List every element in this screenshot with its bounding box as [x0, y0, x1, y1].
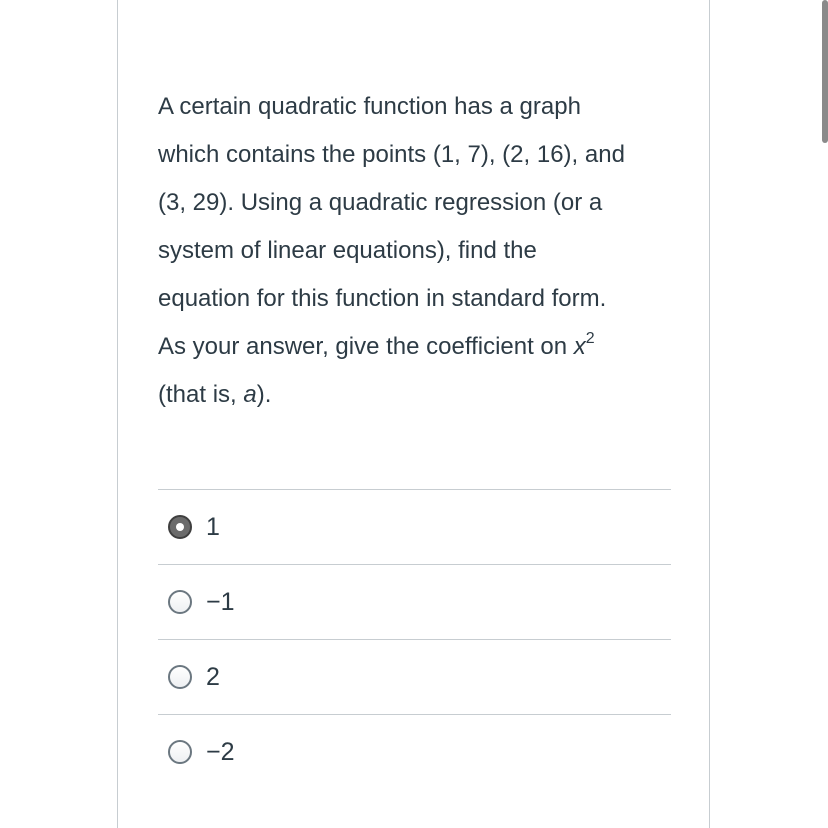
answer-option[interactable]	[158, 564, 671, 639]
answer-label[interactable]: 1	[206, 512, 220, 541]
scrollbar[interactable]	[820, 0, 828, 828]
radio-button[interactable]	[168, 590, 192, 614]
question-line: (that is,	[158, 381, 244, 408]
scrollbar-thumb[interactable]	[822, 0, 828, 143]
answer-label[interactable]: −2	[206, 737, 235, 766]
question-text	[158, 83, 678, 419]
radio-button-selected[interactable]	[168, 515, 192, 539]
question-line: A certain quadratic function has a graph	[158, 93, 581, 120]
question-line: ).	[256, 381, 272, 408]
question-line: system of linear equations), find the	[158, 237, 537, 264]
question-line: As your answer, give the coefficient on	[158, 333, 574, 360]
question-line: which contains the points (1, 7), (2, 16), and	[158, 141, 625, 168]
radio-button[interactable]	[168, 665, 192, 689]
question-line: equation for this function in standard form.	[158, 285, 607, 312]
answer-label[interactable]: −1	[206, 587, 235, 616]
question-line: (3, 29). Using a quadratic regression (or a	[158, 189, 603, 216]
exponent: 2	[585, 330, 595, 347]
answer-option[interactable]	[158, 639, 671, 714]
answer-list	[158, 489, 671, 789]
radio-button[interactable]	[168, 740, 192, 764]
answer-label[interactable]: 2	[206, 662, 220, 691]
answer-option[interactable]	[158, 714, 671, 789]
quiz-question-card	[117, 0, 710, 828]
variable-x: x	[573, 333, 586, 360]
page-background	[0, 0, 117, 828]
variable-a: a	[243, 381, 257, 408]
answer-option[interactable]	[158, 489, 671, 564]
